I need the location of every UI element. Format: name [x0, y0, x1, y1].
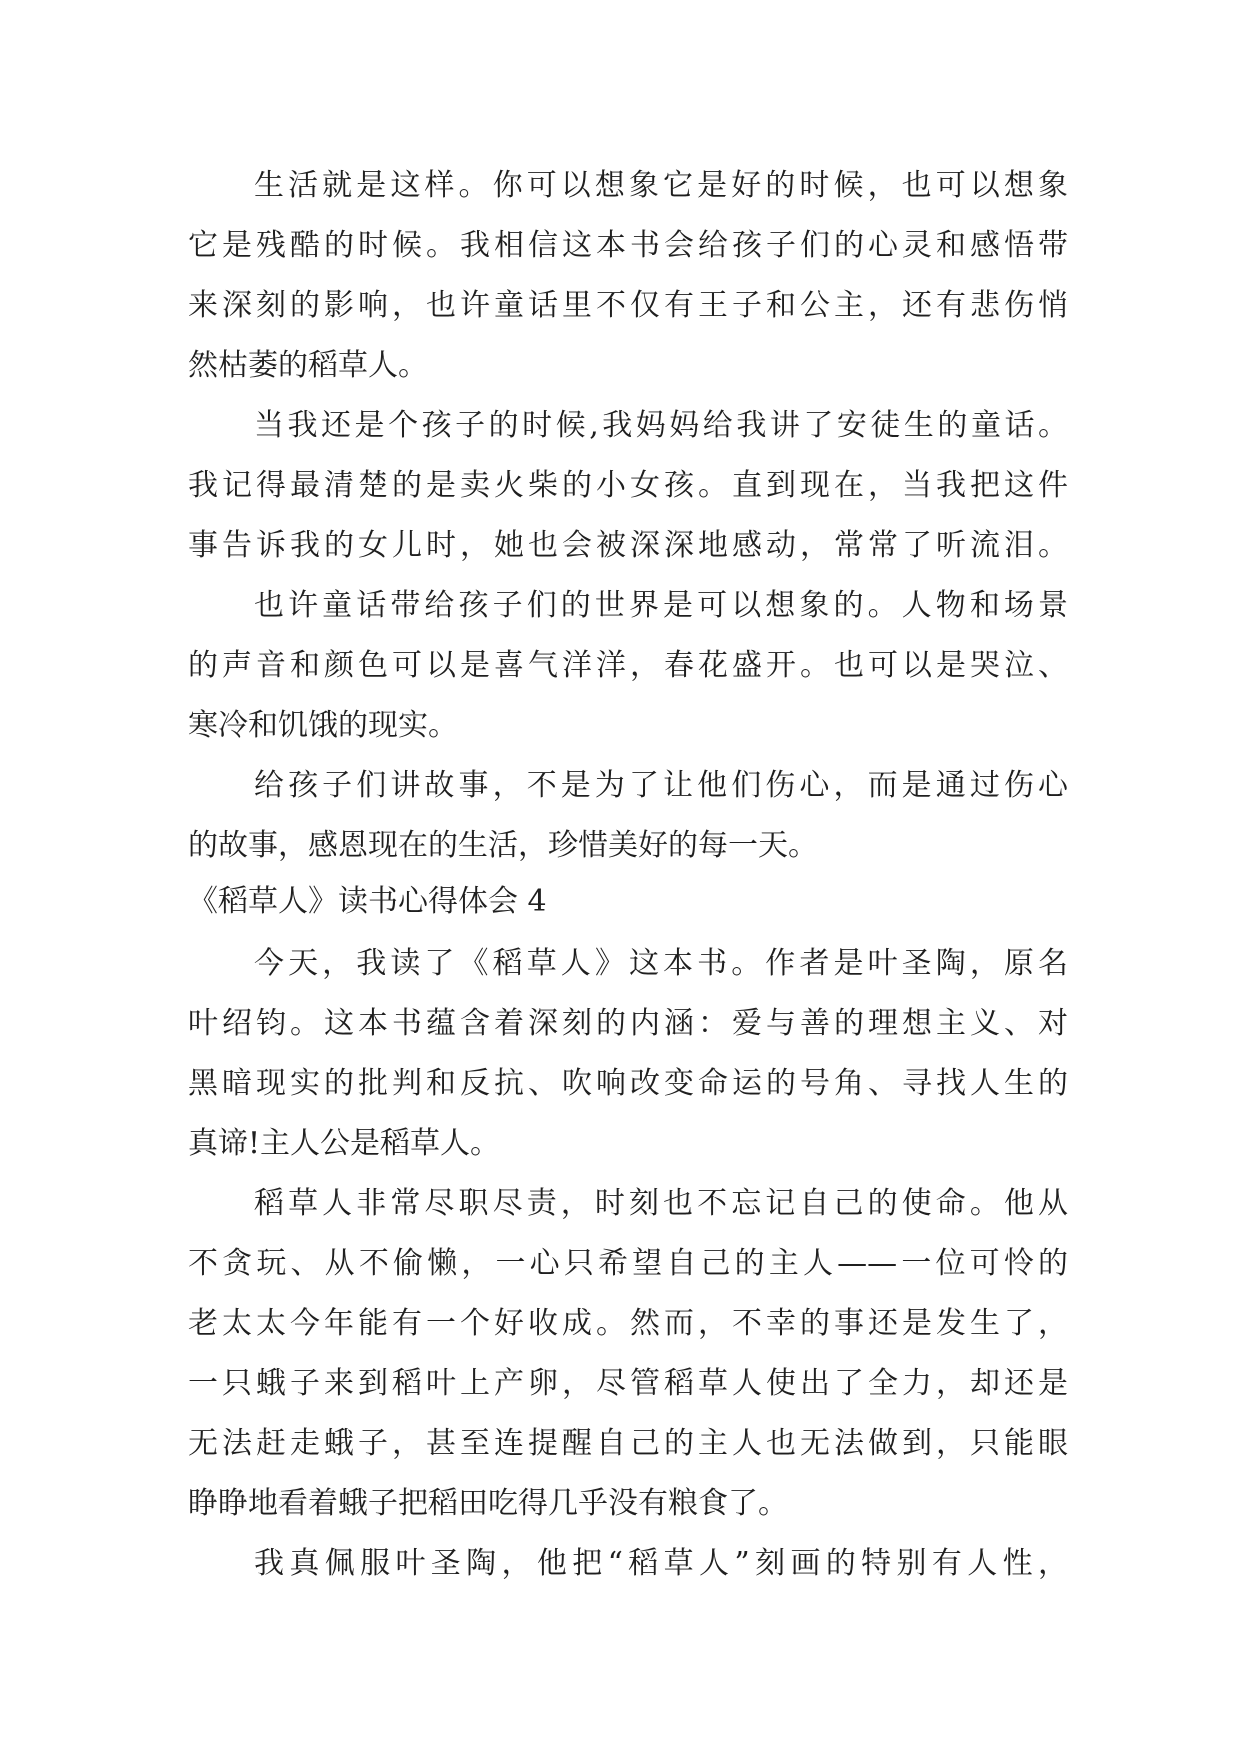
paragraph-line: 老太太今年能有一个好收成。然而，不幸的事还是发生了，	[188, 1306, 1068, 1341]
paragraph-line: 真谛!主人公是稻草人。	[188, 1126, 501, 1161]
paragraph-line: 稻草人非常尽职尽责，时刻也不忘记自己的使命。他从	[254, 1186, 1068, 1221]
paragraph-line: 的故事，感恩现在的生活，珍惜美好的每一天。	[188, 828, 818, 863]
paragraph-line: 我记得最清楚的是卖火柴的小女孩。直到现在，当我把这件	[188, 468, 1068, 503]
paragraph-line: 黑暗现实的批判和反抗、吹响改变命运的号角、寻找人生的	[188, 1066, 1068, 1101]
paragraph-line: 一只蛾子来到稻叶上产卵，尽管稻草人使出了全力，却还是	[188, 1366, 1068, 1401]
paragraph-line: 当我还是个孩子的时候,我妈妈给我讲了安徒生的童话。	[254, 408, 1068, 443]
section-title: 《稻草人》读书心得体会 4	[188, 884, 547, 919]
paragraph-line: 寒冷和饥饿的现实。	[188, 708, 458, 743]
paragraph-line: 我真佩服叶圣陶，他把“稻草人”刻画的特别有人性，	[254, 1546, 1068, 1581]
paragraph-line: 它是残酷的时候。我相信这本书会给孩子们的心灵和感悟带	[188, 228, 1068, 263]
paragraph-line: 也许童话带给孩子们的世界是可以想象的。人物和场景	[254, 588, 1068, 623]
paragraph-line: 然枯萎的稻草人。	[188, 348, 428, 383]
paragraph-line: 给孩子们讲故事，不是为了让他们伤心，而是通过伤心	[254, 768, 1068, 803]
paragraph-line: 今天，我读了《稻草人》这本书。作者是叶圣陶，原名	[254, 946, 1068, 981]
paragraph-line: 事告诉我的女儿时，她也会被深深地感动，常常了听流泪。	[188, 528, 1068, 563]
paragraph-line: 生活就是这样。你可以想象它是好的时候，也可以想象	[254, 168, 1068, 203]
paragraph-line: 无法赶走蛾子，甚至连提醒自己的主人也无法做到，只能眼	[188, 1426, 1068, 1461]
paragraph-line: 来深刻的影响，也许童话里不仅有王子和公主，还有悲伤悄	[188, 288, 1068, 323]
paragraph-line: 的声音和颜色可以是喜气洋洋，春花盛开。也可以是哭泣、	[188, 648, 1068, 683]
paragraph-line: 叶绍钧。这本书蕴含着深刻的内涵：爱与善的理想主义、对	[188, 1006, 1068, 1041]
paragraph-line: 不贪玩、从不偷懒，一心只希望自己的主人——一位可怜的	[188, 1246, 1068, 1281]
paragraph-line: 睁睁地看着蛾子把稻田吃得几乎没有粮食了。	[188, 1486, 788, 1521]
